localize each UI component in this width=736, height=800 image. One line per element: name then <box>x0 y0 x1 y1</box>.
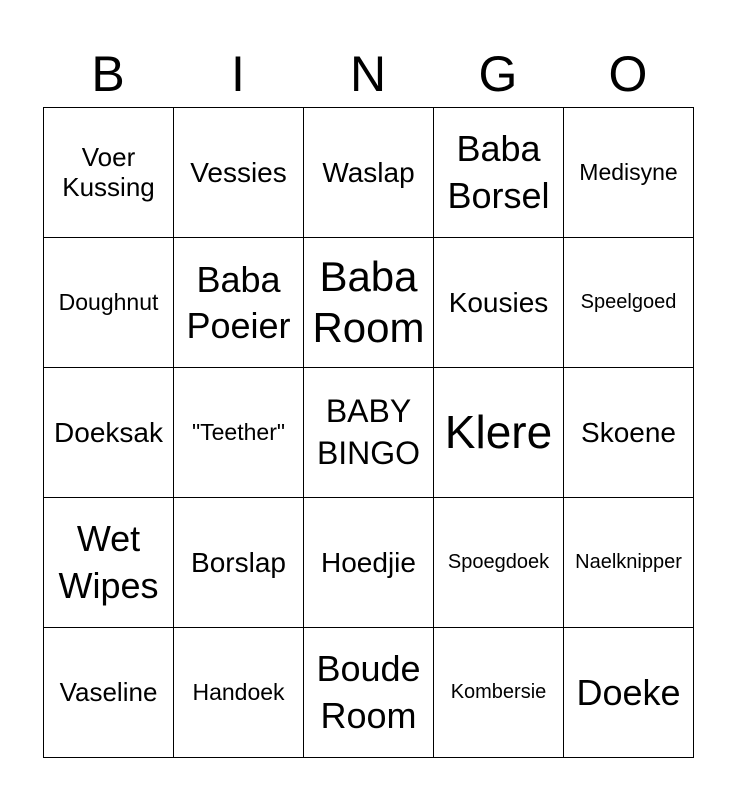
bingo-cell[interactable] <box>174 368 304 498</box>
bingo-cell[interactable] <box>434 238 564 368</box>
bingo-cell[interactable] <box>304 628 434 758</box>
cell-label: Hoedjie <box>321 546 416 578</box>
cell-label: Baba Poeier <box>186 258 291 346</box>
bingo-header <box>43 40 693 108</box>
cell-label: Doeke <box>576 671 681 713</box>
free-space-label: BABY BINGO <box>316 392 421 471</box>
cell-label: Medisyne <box>579 159 678 186</box>
free-space-cell[interactable] <box>304 368 434 498</box>
header-letter-g: G <box>478 46 518 102</box>
bingo-cell[interactable] <box>434 368 564 498</box>
cell-label: Klere <box>444 406 553 459</box>
bingo-cell[interactable] <box>174 108 304 238</box>
bingo-cell[interactable] <box>564 498 694 628</box>
bingo-cell[interactable] <box>564 628 694 758</box>
cell-label: Speelgoed <box>580 291 677 314</box>
cell-label: Baba Room <box>312 253 425 351</box>
header-letter-o: O <box>608 46 648 102</box>
bingo-cell[interactable] <box>304 108 434 238</box>
bingo-cell[interactable] <box>44 628 174 758</box>
cell-label: Naelknipper <box>575 551 682 574</box>
bingo-board <box>43 107 694 758</box>
bingo-cell[interactable] <box>564 368 694 498</box>
bingo-cell[interactable] <box>434 108 564 238</box>
cell-label: Doughnut <box>58 289 159 316</box>
bingo-cell[interactable] <box>44 108 174 238</box>
bingo-cell[interactable] <box>564 108 694 238</box>
bingo-cell[interactable] <box>434 628 564 758</box>
cell-label: Waslap <box>322 156 415 188</box>
cell-label: Kombersie <box>450 681 547 704</box>
cell-label: Borslap <box>191 546 286 578</box>
cell-label: Kousies <box>448 286 549 318</box>
header-letter-n: N <box>349 46 387 102</box>
bingo-cell[interactable] <box>44 498 174 628</box>
bingo-cell[interactable] <box>174 238 304 368</box>
cell-label: Handoek <box>192 679 285 706</box>
cell-label: Wet Wipes <box>58 517 159 606</box>
header-letter-i: I <box>231 46 245 102</box>
cell-label: Vessies <box>190 156 287 188</box>
cell-label: Doeksak <box>54 416 163 448</box>
bingo-cell[interactable] <box>304 238 434 368</box>
bingo-cell[interactable] <box>44 238 174 368</box>
bingo-cell[interactable] <box>44 368 174 498</box>
cell-label: Spoegdoek <box>447 551 550 574</box>
cell-label: Boude Room <box>316 647 421 736</box>
cell-label: Baba Borsel <box>447 127 550 216</box>
header-letter-b: B <box>91 46 125 102</box>
bingo-cell[interactable] <box>174 628 304 758</box>
cell-label: Skoene <box>581 416 676 448</box>
bingo-cell[interactable] <box>174 498 304 628</box>
bingo-cell[interactable] <box>304 498 434 628</box>
bingo-cell[interactable] <box>434 498 564 628</box>
bingo-cell[interactable] <box>564 238 694 368</box>
cell-label: "Teether" <box>191 419 286 446</box>
cell-label: Vaseline <box>59 676 158 707</box>
cell-label: Voer Kussing <box>62 141 155 202</box>
